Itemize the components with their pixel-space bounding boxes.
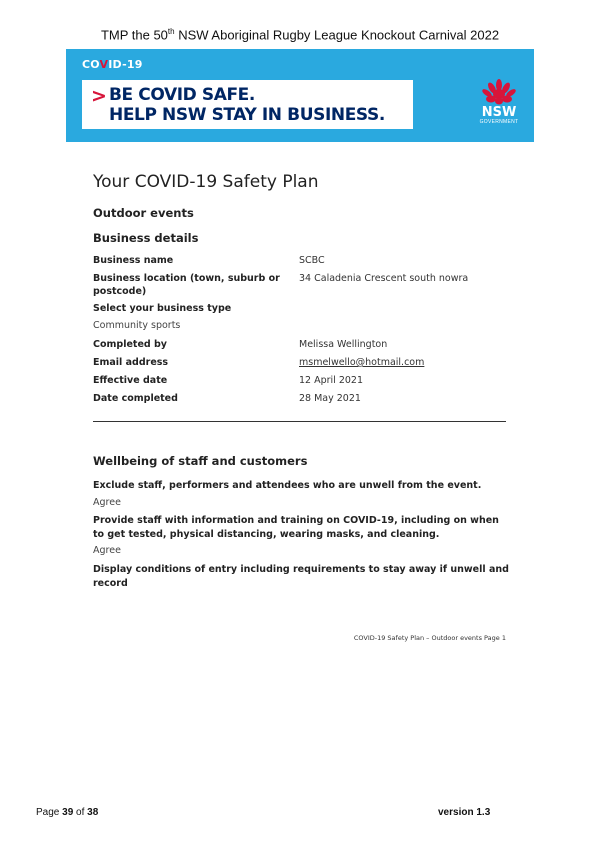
- row-label: Business location (town, suburb or postcode): [93, 273, 280, 297]
- slogan-line-1: BE COVID SAFE.: [109, 85, 255, 105]
- wellbeing-answer: Agree: [93, 497, 121, 508]
- covid-tag-start: CO: [82, 58, 100, 71]
- business-details-heading: Business details: [93, 231, 199, 245]
- slogan-box: [82, 80, 413, 129]
- government-wordmark: GOVERNMENT: [479, 119, 519, 125]
- covid-tag: [82, 58, 143, 71]
- row-label: Business name: [93, 255, 174, 266]
- row-value: SCBC: [299, 255, 325, 266]
- covid-tag-end: ID-19: [108, 58, 143, 71]
- wellbeing-item: Exclude staff, performers and attendees who are unwell from the event.: [93, 480, 482, 491]
- page-of: of: [73, 807, 88, 818]
- header-superscript: th: [167, 27, 175, 36]
- covid-banner: [66, 49, 534, 142]
- wellbeing-answer: Agree: [93, 545, 121, 556]
- section-divider: [93, 421, 506, 422]
- inner-page-footer: COVID-19 Safety Plan – Outdoor events Page 1: [353, 634, 506, 642]
- header-prefix: TMP the 50: [100, 27, 168, 43]
- plan-subtitle: Outdoor events: [93, 206, 194, 220]
- row-label: Completed by: [93, 339, 167, 350]
- waratah-icon: [481, 79, 517, 105]
- plan-title: Your COVID-19 Safety Plan: [93, 172, 319, 192]
- row-value: Melissa Wellington: [299, 339, 388, 350]
- wellbeing-heading: Wellbeing of staff and customers: [93, 454, 308, 468]
- slogan-line-2: HELP NSW STAY IN BUSINESS.: [109, 105, 385, 125]
- nsw-wordmark: NSW: [481, 105, 517, 120]
- header-suffix: NSW Aboriginal Rugby League Knockout Carnival 2022: [174, 27, 500, 43]
- row-label: Date completed: [93, 393, 178, 404]
- row-label: Select your business type: [93, 303, 232, 314]
- page-current: 39: [62, 807, 74, 818]
- wellbeing-item: Display conditions of entry including requirements to stay away if unwell and record: [93, 564, 509, 589]
- row-label: Email address: [93, 357, 169, 368]
- slogan-arrow-icon: >: [91, 85, 107, 107]
- page-header: [0, 27, 600, 42]
- covid-tag-highlight: V: [99, 58, 109, 71]
- nsw-government-logo: [471, 79, 527, 133]
- row-value: 12 April 2021: [299, 375, 364, 386]
- row-value: 28 May 2021: [299, 393, 361, 404]
- version-label: version 1.3: [438, 807, 491, 818]
- email-link[interactable]: msmelwello@hotmail.com: [299, 357, 425, 368]
- business-type-value: Community sports: [93, 320, 181, 331]
- wellbeing-item: Provide staff with information and training on COVID-19, including on when to get tested, physical distancing, wearing masks, and cleaning.: [93, 515, 499, 540]
- row-value: 34 Caladenia Crescent south nowra: [299, 273, 469, 284]
- page-label: Page: [36, 807, 63, 818]
- page-total: 38: [87, 807, 99, 818]
- row-label: Effective date: [93, 375, 168, 386]
- page-number: [36, 807, 98, 818]
